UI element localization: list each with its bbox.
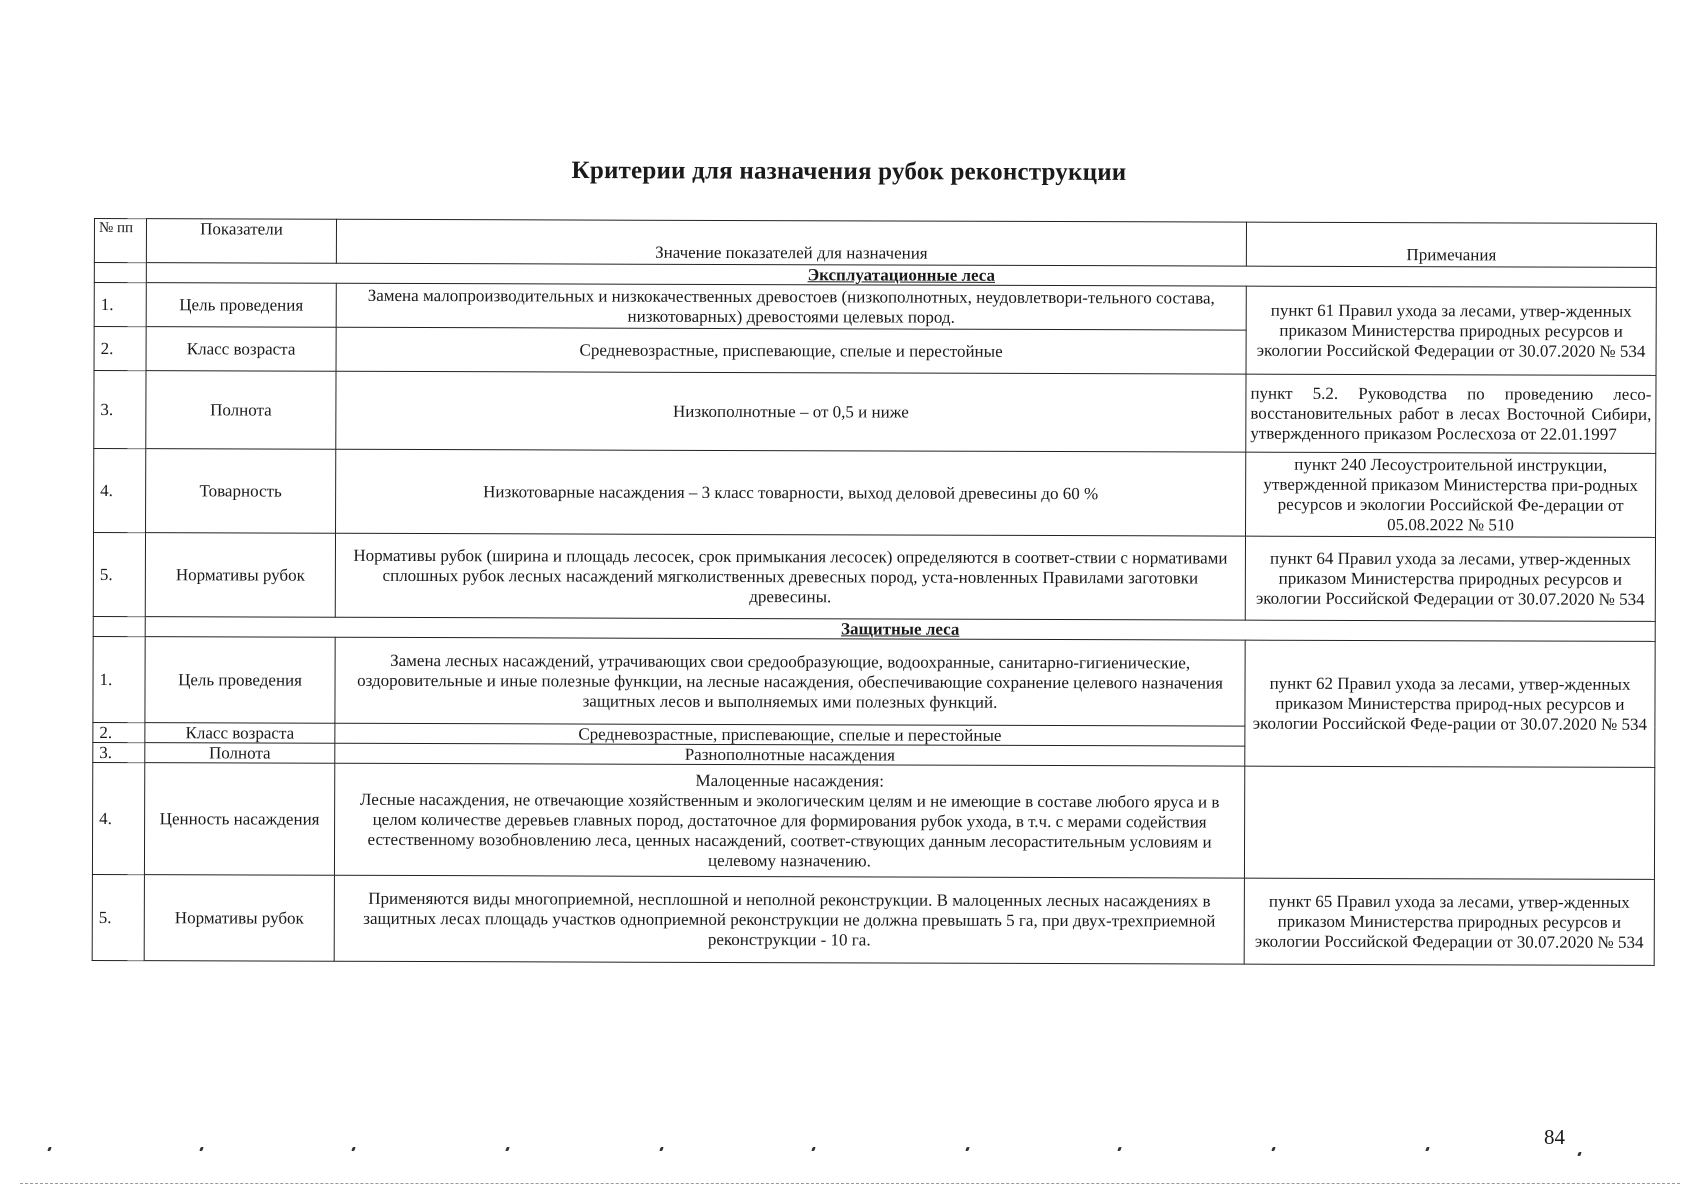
header-number: № пп bbox=[94, 219, 146, 263]
row-number: 3. bbox=[94, 371, 146, 449]
row-indicator: Цель проведения bbox=[145, 637, 335, 724]
table-row bbox=[94, 449, 1656, 538]
row-value: Низкополнотные – от 0,5 и ниже bbox=[336, 371, 1246, 452]
row-note: пункт 62 Правил ухода за лесами, утвер-жденных приказом Министерства природ-ных ресурсов и экологии Российской Феде-рации от 30.07.2020 № 534 bbox=[1245, 640, 1655, 767]
row-indicator: Нормативы рубок bbox=[144, 875, 334, 962]
scan-artifact bbox=[351, 1147, 355, 1151]
table-row bbox=[93, 636, 1655, 727]
header-notes: Примечания bbox=[1246, 222, 1656, 267]
header-indicator: Показатели bbox=[146, 219, 336, 264]
row-note: пункт 5.2. Руководства по проведению лесо-восстановительных работ в лесах Восточной Сибири, утвержденного приказом Рослесхоза от 22.01.1997 bbox=[1246, 374, 1656, 453]
row-number: 1. bbox=[93, 636, 145, 722]
section-title-protective: Защитные леса bbox=[145, 617, 1655, 642]
row-number: 1. bbox=[94, 283, 146, 327]
row-note: пункт 64 Правил ухода за лесами, утвер-жденных приказом Министерства природных ресурсов и экологии Российской Федерации от 30.07.2020 № 534 bbox=[1245, 536, 1655, 621]
row-indicator: Цель проведения bbox=[146, 283, 336, 328]
row-number: 2. bbox=[94, 327, 146, 371]
criteria-table-container bbox=[92, 218, 1656, 966]
row-indicator: Класс возраста bbox=[146, 327, 336, 372]
row-number: 3. bbox=[93, 742, 145, 762]
row-indicator: Полнота bbox=[145, 743, 335, 764]
row-indicator: Полнота bbox=[146, 371, 336, 450]
scan-artifact bbox=[199, 1147, 203, 1151]
row-value-heading: Малоценные насаждения: bbox=[695, 770, 885, 790]
row-note: пункт 65 Правил ухода за лесами, утвер-жденных приказом Министерства природных ресурсов и экологии Российской Федерации от 30.07.2020 № 534 bbox=[1244, 878, 1654, 965]
table-row bbox=[94, 371, 1656, 454]
table-row bbox=[92, 874, 1654, 965]
row-note-empty bbox=[1244, 766, 1654, 879]
table-row bbox=[94, 283, 1656, 332]
page-number: 84 bbox=[1544, 1125, 1565, 1149]
row-value: Нормативы рубок (ширина и площадь лесосек, срок примыкания лесосек) определяются в соответ-ствии с нормативами сплошных рубок лесных насаждений мягколиственных древесных пород, уста-новленных Правилами заготовки древесины. bbox=[335, 533, 1245, 620]
scan-artifact bbox=[47, 1147, 51, 1151]
section-spacer bbox=[93, 616, 145, 636]
row-value-cell bbox=[334, 763, 1244, 878]
section-title-exploitation: Эксплуатационные леса bbox=[146, 263, 1656, 288]
row-value: Применяются виды многоприемной, несплошной и неполной реконструкции. В малоценных лесных насаждениях в защитных лесах площадь участков одноприемной реконструкции не должна превышать 5 га, при двух-трехприемной реконструкции - 10 га. bbox=[334, 875, 1244, 964]
row-value: Низкотоварные насаждения – 3 класс товарности, выход деловой древесины до 60 % bbox=[336, 449, 1246, 536]
row-number: 5. bbox=[92, 874, 144, 960]
row-number: 5. bbox=[93, 533, 145, 617]
scan-artifact bbox=[811, 1147, 815, 1151]
scan-edge-line bbox=[20, 1183, 1680, 1184]
scan-artifact bbox=[965, 1147, 969, 1151]
header-value: Значение показателей для назначения bbox=[336, 219, 1246, 266]
table-row bbox=[92, 762, 1654, 879]
row-value: Средневозрастные, приспевающие, спелые и перестойные bbox=[336, 327, 1246, 374]
table-header-row bbox=[94, 219, 1656, 268]
scan-artifact bbox=[659, 1147, 663, 1151]
row-value: Средневозрастные, приспевающие, спелые и перестойные bbox=[335, 723, 1245, 746]
scan-artifact bbox=[1117, 1147, 1121, 1151]
scan-artifact bbox=[1271, 1147, 1275, 1151]
row-note: пункт 240 Лесоустроительной инструкции, утвержденной приказом Министерства при-родных ресурсов и экологии Российской Фе-дерации от 05.08.2022 № 510 bbox=[1246, 452, 1656, 537]
scan-artifact bbox=[1577, 1152, 1581, 1156]
row-value: Замена лесных насаждений, утрачивающих свои средообразующие, водоохранные, санитарно-гигиенические, оздоровительные и иные полезные функции, на лесные насаждения, обеспечивающие сохранение целевого назначения защитных лесов и выполняемых ими полезных функций. bbox=[335, 637, 1245, 726]
row-indicator: Нормативы рубок bbox=[145, 533, 335, 618]
scan-artifact bbox=[1425, 1147, 1429, 1151]
scan-artifact bbox=[505, 1147, 509, 1151]
row-value: Лесные насаждения, не отвечающие хозяйственным и экологическим целям и не имеющие в составе любого яруса и в целом количестве деревьев главных пород, достаточное для формирования рубок ухода, в т.ч. с мерами содействия естественному возобновлению леса, ценных насаждений, соответ-ствующих данным лесорастительным условиям и целевому назначению. bbox=[359, 789, 1220, 870]
row-indicator: Ценность насаждения bbox=[144, 763, 334, 876]
row-number: 4. bbox=[92, 762, 144, 874]
row-indicator: Класс возраста bbox=[145, 723, 335, 744]
row-note: пункт 61 Правил ухода за лесами, утвер-жденных приказом Министерства природных ресурсов и экологии Российской Федерации от 30.07.2020 № 534 bbox=[1246, 286, 1656, 375]
row-number: 4. bbox=[94, 449, 146, 533]
criteria-table bbox=[92, 218, 1657, 966]
table-row bbox=[93, 533, 1655, 622]
row-value: Разнополнотные насаждения bbox=[335, 743, 1245, 766]
row-indicator: Товарность bbox=[146, 449, 336, 534]
page-title: Критерии для назначения рубок реконструкции bbox=[571, 157, 1127, 186]
section-spacer bbox=[94, 263, 146, 283]
row-value: Замена малопроизводительных и низкокачественных древостоев (низкополнотных, неудовлетвори-тельного состава, низкотоварных) древостоями целевых пород. bbox=[336, 283, 1246, 330]
row-number: 2. bbox=[93, 722, 145, 742]
